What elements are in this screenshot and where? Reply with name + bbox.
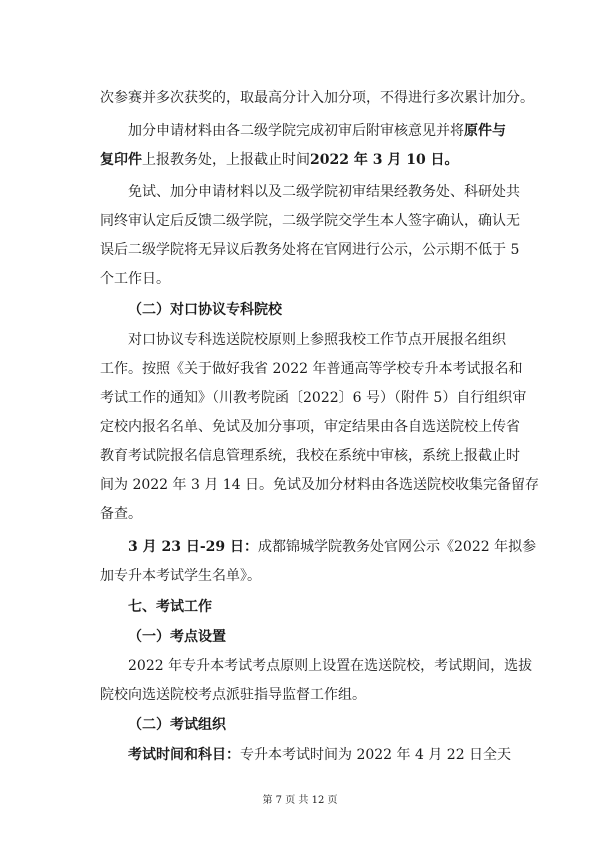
text: 误后二级学院将无异议后教务处将在官网进行公示，公示期不低于 5 [100,242,520,258]
body-line [100,566,500,586]
body-line [128,121,506,141]
body-line [100,211,520,231]
body-line [100,475,540,495]
heading-text: 七、考试工作 [128,599,212,615]
page-number: 第 7 页 共 12 页 [262,795,338,806]
body-line [100,269,500,289]
body-line [100,388,527,408]
page-footer [0,794,600,808]
body-line [100,150,500,170]
text: 对口协议专科选送院校原则上参照我校工作节点开展报名组织 [128,332,506,348]
body-line [128,656,533,676]
heading-text: （二）对口协议专科院校 [128,302,282,318]
text: 同终审认定后反馈二级学院，二级学院交学生本人签字确认，确认无 [100,213,520,229]
emphasis-date: 3 月 23 日-29 日： [128,539,259,555]
subsection-heading-two [128,715,500,735]
text: 加分申请材料由各二级学院完成初审后附审核意见并将 [128,123,464,139]
text: 备查。 [100,506,142,522]
text: 考试工作的通知》（川教考院函〔2022〕6 号）（附件 5）自行组织审 [100,390,527,406]
body-line [100,88,534,108]
text: 专升本考试时间为 2022 年 4 月 22 日全天 [240,747,512,763]
body-line [100,446,520,466]
text: 院校向选送院校考点派驻指导监督工作组。 [100,687,366,703]
heading-text: （一）考点设置 [128,629,226,645]
text: 间为 2022 年 3 月 14 日。免试及加分材料由各选送院校收集完备留存 [100,477,540,493]
section-heading-seven [128,597,500,617]
section-heading-two [128,300,500,320]
text: 教育考试院报名信息管理系统，我校在系统中审核，系统上报截止时 [100,448,520,464]
body-line [128,537,537,557]
body-line [100,685,500,705]
text: 工作。按照《关于做好我省 2022 年普通高等学校专升本考试报名和 [100,361,523,377]
text: 免试、加分申请材料以及二级学院初审结果经教务处、科研处共 [128,184,520,200]
body-line [100,240,520,260]
text: 个工作日。 [100,271,170,287]
text: 次参赛并多次获奖的，取最高分计入加分项，不得进行多次累计加分。 [100,90,534,106]
text: 成都锦城学院教务处官网公示《2022 年拟参 [258,539,537,555]
text: 2022 年专升本考试考点原则上设置在选送院校，考试期间，选拔 [128,658,533,674]
heading-text: （二）考试组织 [128,717,226,733]
emphasis-date: 2022 年 3 月 10 日。 [310,152,459,168]
body-line [100,359,523,379]
body-line [128,182,520,202]
text: 上报教务处，上报截止时间 [142,152,310,168]
emphasis-text: 复印件 [100,152,142,168]
text: 加专升本考试学生名单》。 [100,568,261,584]
text: 定校内报名名单、免试及加分事项，审定结果由各自选送院校上传省 [100,419,520,435]
emphasis-text: 考试时间和科目： [128,747,240,763]
body-line [100,504,500,524]
emphasis-text: 原件与 [464,123,506,139]
body-line [128,745,512,765]
subsection-heading-one [128,627,500,647]
body-line [100,417,520,437]
body-line [128,330,506,350]
